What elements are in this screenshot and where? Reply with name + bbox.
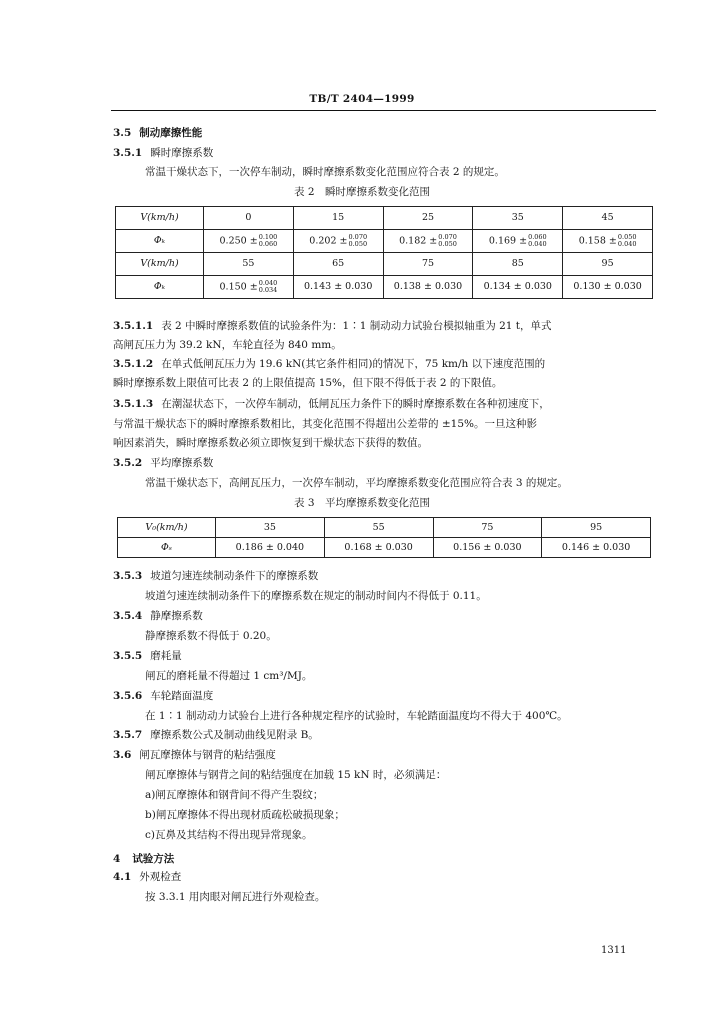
section-title: 静摩擦系数 — [150, 610, 203, 622]
speed-cell: 95 — [563, 253, 653, 276]
list-item: a)闸瓦摩擦体和钢背间不得产生裂纹； — [145, 789, 324, 801]
section-title: 磨耗量 — [150, 650, 182, 662]
friction-cell: 0.143 ± 0.030 — [293, 276, 383, 299]
section-3-5-1-2-line1: 3.5.1.2 在单式低闸瓦压力为 19.6 kN(其它条件相同)的情况下，75 km/h 以下速度范围的 — [113, 358, 546, 370]
table-3-caption: 表 3 平均摩擦系数变化范围 — [293, 497, 431, 509]
section-3-5-1-heading — [113, 147, 213, 160]
friction-cell: 0.158 ± 0.050 0.040 — [563, 230, 653, 253]
list-item: c)瓦鼻及其结构不得出现异常现象。 — [145, 829, 313, 841]
section-title: 车轮踏面温度 — [150, 690, 214, 702]
speed-cell: 65 — [293, 253, 383, 276]
speed-cell: 35 — [473, 207, 563, 230]
row-label-friction: Φₖ — [116, 276, 204, 299]
section-3-5-heading — [113, 127, 202, 140]
section-4-1-heading — [113, 871, 181, 884]
section-3-5-2-heading — [113, 457, 213, 470]
speed-cell: 75 — [433, 518, 542, 538]
friction-cell: 0.168 ± 0.030 — [324, 538, 433, 558]
section-number: 3.5.6 — [113, 690, 143, 702]
section-3-5-1-2-line2: 瞬时摩擦系数上限值可比表 2 的上限值提高 15%，但下限不得低于表 2 的下限值。 — [113, 377, 503, 389]
list-item: b)闸瓦摩擦体不得出现材质疏松破损现象； — [145, 809, 345, 821]
speed-cell: 35 — [216, 518, 325, 538]
friction-cell: 0.146 ± 0.030 — [542, 538, 651, 558]
section-4-1-text: 按 3.3.1 用肉眼对闸瓦进行外观检查。 — [145, 891, 326, 903]
table-row — [118, 538, 651, 558]
section-number: 3.5.4 — [113, 610, 143, 622]
page-number: 1311 — [601, 945, 627, 956]
section-number: 3.5 — [113, 127, 132, 139]
section-3-5-1-1-line2: 高闸瓦压力为 39.2 kN，车轮直径为 840 mm。 — [113, 339, 342, 351]
row-label-speed: V(km/h) — [116, 207, 204, 230]
section-title: 试验方法 — [132, 853, 175, 865]
friction-cell: 0.250 ± 0.100 0.060 — [204, 230, 294, 253]
speed-cell: 85 — [473, 253, 563, 276]
section-number: 3.5.7 — [113, 729, 143, 741]
section-3-5-5-text: 闸瓦的磨耗量不得超过 1 cm³/MJ。 — [145, 670, 313, 682]
section-title: 外观检查 — [139, 871, 182, 883]
section-3-5-1-text: 常温干燥状态下，一次停车制动，瞬时摩擦系数变化范围应符合表 2 的规定。 — [145, 166, 505, 178]
section-number: 4.1 — [113, 871, 132, 883]
section-number: 3.5.3 — [113, 570, 143, 582]
speed-cell: 95 — [542, 518, 651, 538]
speed-cell: 75 — [383, 253, 473, 276]
friction-cell: 0.130 ± 0.030 — [563, 276, 653, 299]
section-3-5-4-text: 静摩擦系数不得低于 0.20。 — [145, 630, 277, 642]
section-number: 4 — [113, 853, 121, 865]
speed-cell: 0 — [204, 207, 294, 230]
speed-cell: 25 — [383, 207, 473, 230]
row-label-speed: V₀(km/h) — [118, 518, 216, 538]
table-2-caption: 表 2 瞬时摩擦系数变化范围 — [293, 186, 431, 198]
section-number: 3.5.2 — [113, 457, 143, 469]
speed-cell: 15 — [293, 207, 383, 230]
section-3-5-2-text: 常温干燥状态下，高闸瓦压力，一次停车制动，平均摩擦系数变化范围应符合表 3 的规定。 — [145, 477, 568, 489]
section-3-6-text: 闸瓦摩擦体与钢背之间的粘结强度在加载 15 kN 时，必须满足： — [145, 769, 447, 781]
section-number: 3.5.1.3 — [113, 398, 154, 410]
friction-cell: 0.138 ± 0.030 — [383, 276, 473, 299]
table-row — [116, 230, 653, 253]
table-row — [116, 253, 653, 276]
section-number: 3.5.1.2 — [113, 358, 154, 370]
section-3-5-6-heading — [113, 690, 213, 703]
section-title: 平均摩擦系数 — [150, 457, 214, 469]
section-number: 3.5.1 — [113, 147, 143, 159]
speed-cell: 45 — [563, 207, 653, 230]
friction-cell: 0.150 ± 0.040 0.034 — [204, 276, 294, 299]
section-3-5-1-3-line1: 3.5.1.3 在潮湿状态下，一次停车制动，低闸瓦压力条件下的瞬时摩擦系数在各种初速度下， — [113, 398, 550, 410]
section-3-5-6-text: 在 1∶1 制动动力试验台上进行各种规定程序的试验时，车轮踏面温度均不得大于 400℃。 — [145, 710, 568, 722]
section-number: 3.6 — [113, 749, 132, 761]
row-label-speed: V(km/h) — [116, 253, 204, 276]
section-3-5-1-1-line1: 3.5.1.1 表 2 中瞬时摩擦系数值的试验条件为：1∶1 制动动力试验台模拟轴重为 21 t，单式 — [113, 320, 552, 332]
section-3-5-4-heading — [113, 610, 203, 623]
row-label-friction: Φₛ — [118, 538, 216, 558]
table-row — [116, 276, 653, 299]
friction-cell: 0.186 ± 0.040 — [216, 538, 325, 558]
speed-cell: 55 — [204, 253, 294, 276]
section-number: 3.5.5 — [113, 650, 143, 662]
section-3-6-heading — [113, 749, 276, 762]
table-2 — [115, 206, 653, 299]
row-label-friction: Φₖ — [116, 230, 204, 253]
section-number: 3.5.1.1 — [113, 320, 154, 332]
section-3-5-3-heading — [113, 570, 318, 583]
friction-cell: 0.202 ± 0.070 0.050 — [293, 230, 383, 253]
section-title: 摩擦系数公式及制动曲线见附录 B。 — [150, 729, 319, 741]
section-title: 制动摩擦性能 — [139, 127, 203, 139]
table-3 — [117, 517, 651, 558]
section-3-5-3-text: 坡道匀速连续制动条件下的摩擦系数在规定的制动时间内不得低于 0.11。 — [145, 590, 487, 602]
section-3-5-5-heading — [113, 650, 182, 663]
table-row — [116, 207, 653, 230]
section-title: 坡道匀速连续制动条件下的摩擦系数 — [150, 570, 319, 582]
friction-cell: 0.134 ± 0.030 — [473, 276, 563, 299]
friction-cell: 0.169 ± 0.060 0.040 — [473, 230, 563, 253]
table-row — [118, 518, 651, 538]
page-header: TB/T 2404—1999 — [309, 93, 415, 105]
section-4-heading — [113, 853, 174, 866]
section-3-5-1-3-line2: 与常温干燥状态下的瞬时摩擦系数相比，其变化范围不得超出公差带的 ±15%。一旦这种影 — [113, 418, 537, 430]
speed-cell: 55 — [324, 518, 433, 538]
section-3-5-1-3-line3: 响因素消失，瞬时摩擦系数必须立即恢复到干燥状态下获得的数值。 — [113, 437, 428, 449]
section-title: 瞬时摩擦系数 — [150, 147, 214, 159]
friction-cell: 0.156 ± 0.030 — [433, 538, 542, 558]
section-3-5-7-heading — [113, 729, 319, 742]
friction-cell: 0.182 ± 0.070 0.050 — [383, 230, 473, 253]
header-rule — [111, 110, 656, 111]
section-title: 闸瓦摩擦体与钢背的粘结强度 — [139, 749, 276, 761]
